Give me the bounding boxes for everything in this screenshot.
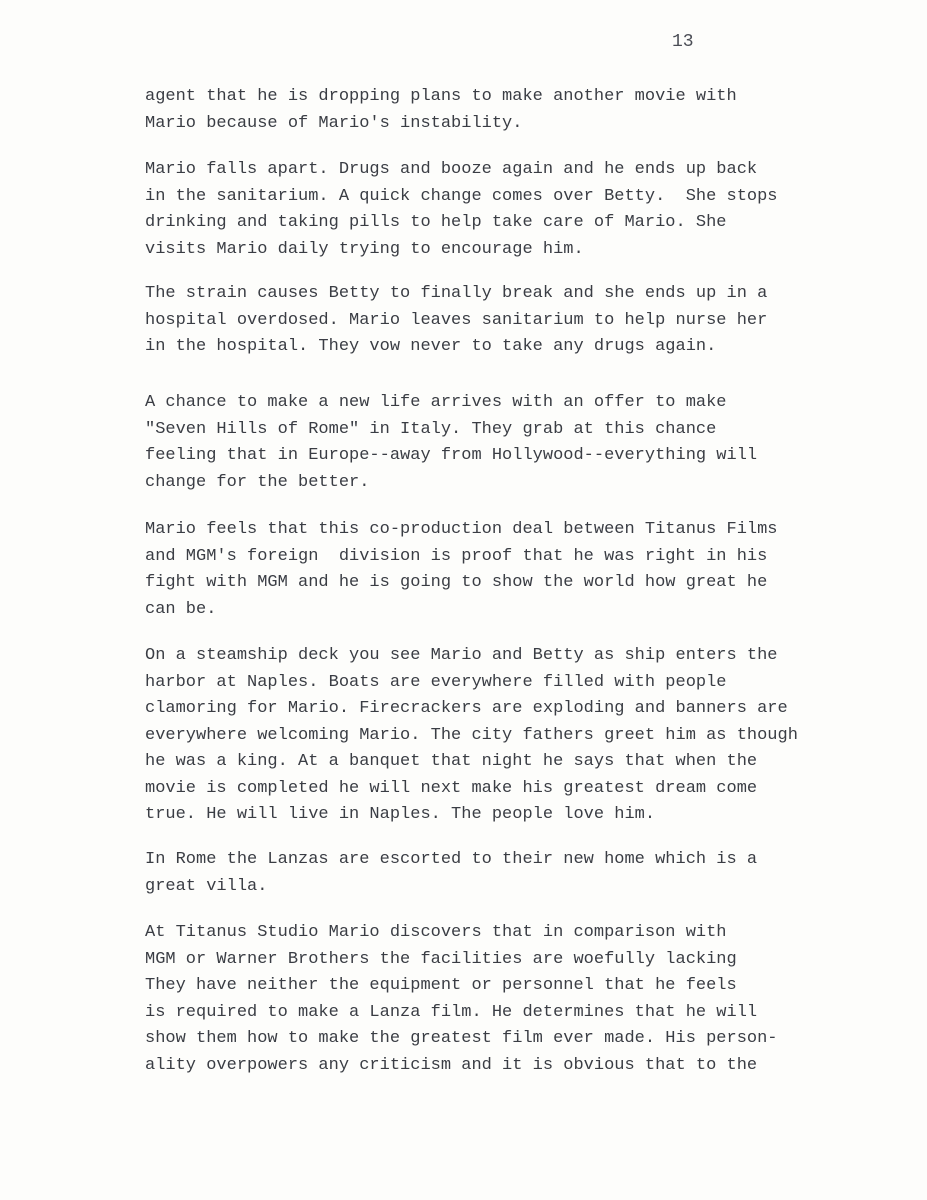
text-line: At Titanus Studio Mario discovers that in comparison with	[145, 923, 727, 942]
text-line: clamoring for Mario. Firecrackers are exploding and banners are	[145, 699, 788, 718]
text-line: ality overpowers any criticism and it is obvious that to the	[145, 1055, 758, 1075]
text-line: agent that he is dropping plans to make another movie with	[145, 87, 737, 106]
text-line: in the sanitarium. A quick change comes over Betty. She stops	[145, 186, 778, 206]
text-line: A chance to make a new life arrives with an offer to make	[145, 393, 727, 412]
text-line: harbor at Naples. Boats are everywhere filled with people	[145, 672, 727, 692]
text-line: visits Mario daily trying to encourage him.	[145, 239, 584, 259]
text-line: great villa.	[145, 876, 268, 896]
text-line: everywhere welcoming Mario. The city fathers greet him as though	[145, 725, 798, 745]
text-line: MGM or Warner Brothers the facilities are woefully lacking	[145, 949, 737, 969]
paragraph	[145, 517, 778, 623]
text-line: and MGM's foreign division is proof that he was right in his	[145, 546, 768, 566]
text-line: hospital overdosed. Mario leaves sanitarium to help nurse her	[145, 310, 768, 330]
text-line: is required to make a Lanza film. He determines that he will	[145, 1002, 758, 1022]
paragraph	[145, 281, 767, 361]
text-line: Mario falls apart. Drugs and booze again and he ends up back	[145, 160, 758, 179]
text-line: They have neither the equipment or personnel that he feels	[145, 976, 737, 995]
text-line: change for the better.	[145, 472, 370, 492]
text-line: feeling that in Europe--away from Hollywood--everything will	[145, 446, 758, 465]
text-line: fight with MGM and he is going to show the world how great he	[145, 573, 768, 592]
text-line: "Seven Hills of Rome" in Italy. They grab at this chance	[145, 419, 717, 439]
paragraph	[145, 643, 798, 829]
text-line: Mario feels that this co-production deal between Titanus Films	[145, 520, 778, 539]
text-line: in the hospital. They vow never to take any drugs again.	[145, 337, 717, 356]
text-line: The strain causes Betty to finally break and she ends up in a	[145, 284, 768, 303]
paragraph	[145, 84, 737, 137]
text-line: movie is completed he will next make his greatest dream come	[145, 778, 758, 798]
paragraph	[145, 847, 757, 900]
page-number: 13	[672, 32, 694, 52]
text-line: he was a king. At a banquet that night he says that when the	[145, 752, 758, 771]
text-line: true. He will live in Naples. The people love him.	[145, 805, 656, 824]
text-line: drinking and taking pills to help take care of Mario. She	[145, 213, 727, 232]
paragraph	[145, 157, 778, 263]
text-line: can be.	[145, 599, 217, 619]
text-line: show them how to make the greatest film ever made. His person-	[145, 1029, 778, 1048]
paragraph	[145, 390, 757, 496]
text-line: In Rome the Lanzas are escorted to their new home which is a	[145, 850, 758, 869]
paragraph	[145, 920, 778, 1079]
text-line: On a steamship deck you see Mario and Betty as ship enters the	[145, 646, 778, 665]
text-line: Mario because of Mario's instability.	[145, 113, 523, 133]
